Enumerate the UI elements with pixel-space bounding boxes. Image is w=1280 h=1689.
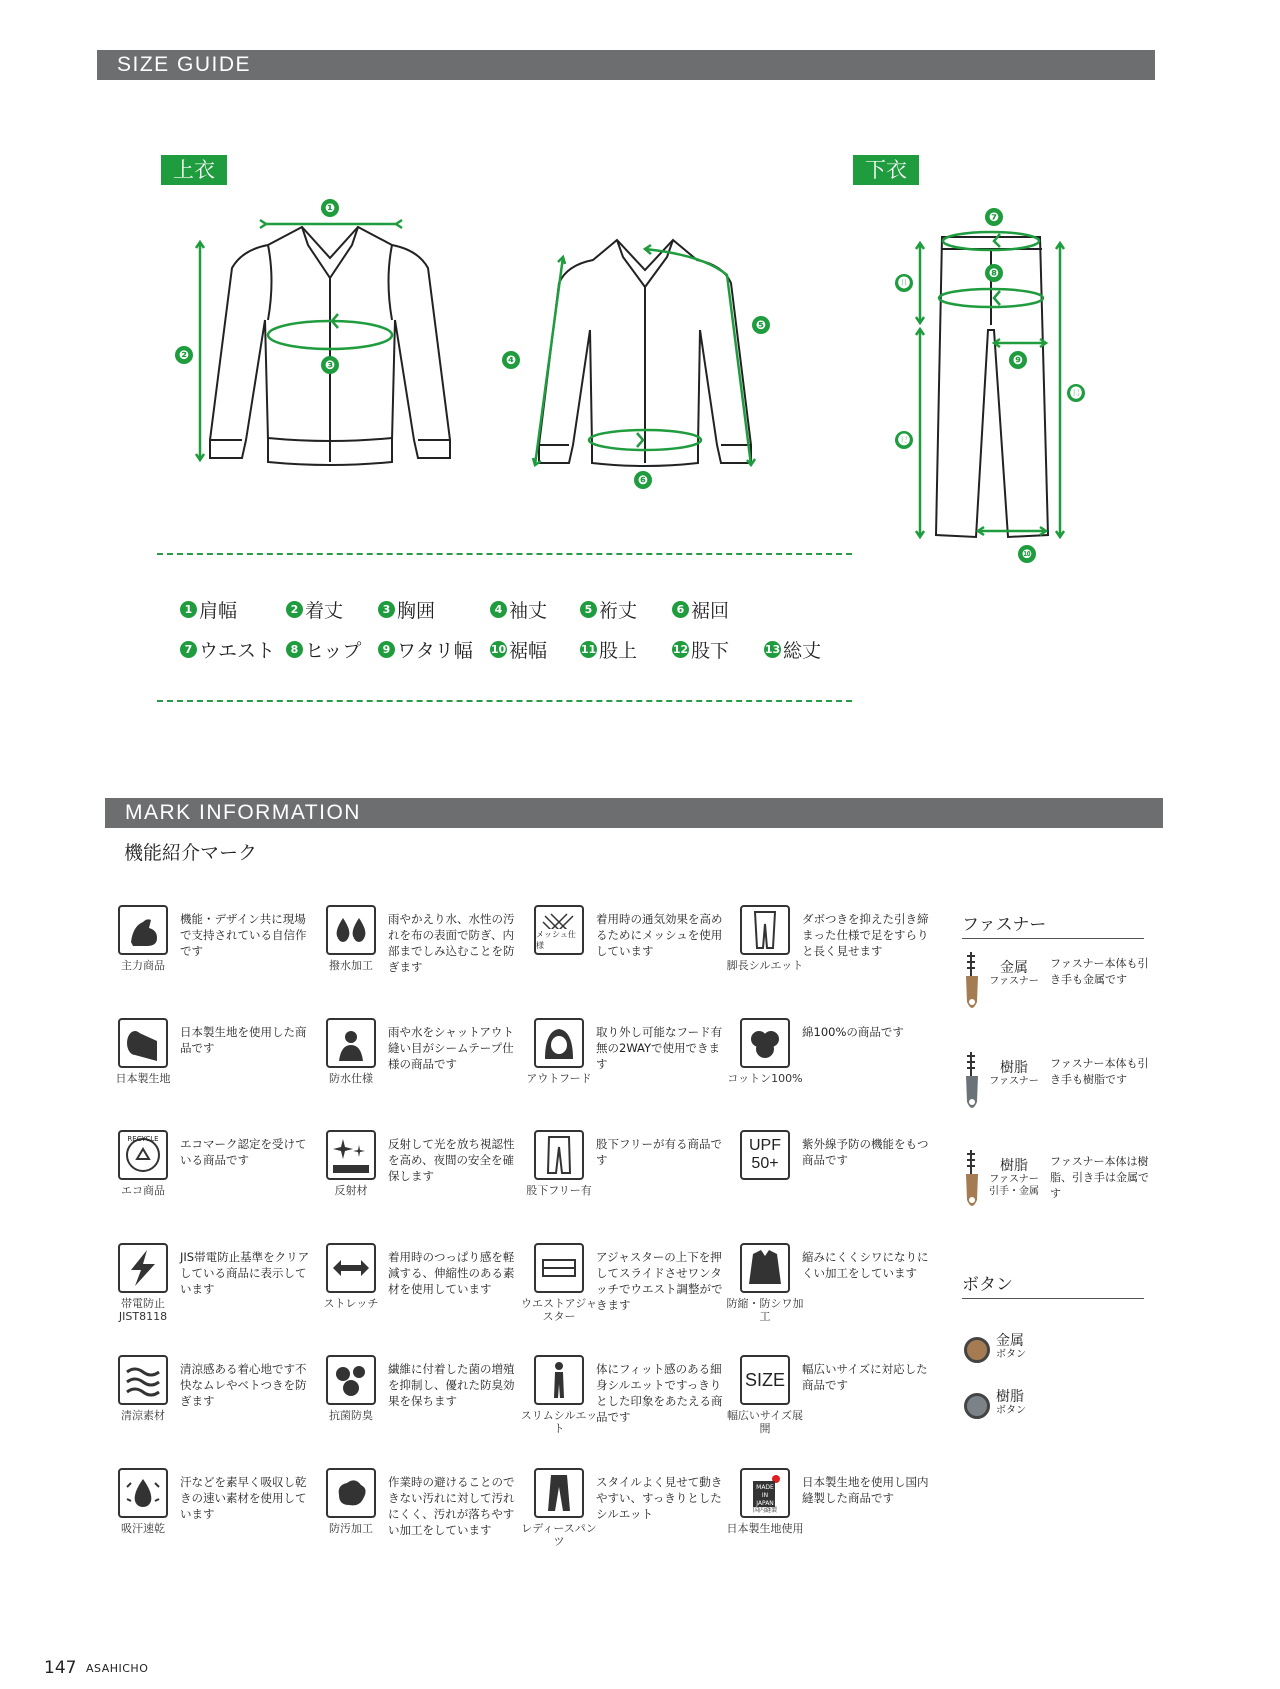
slim-person-icon [534,1355,584,1405]
mark-description: ダボつきを抑えた引き締まった仕様で足をすらりと長く見せます [802,912,929,958]
water-drops-icon [326,905,376,955]
mark-icon-text: UPF 50+ [749,1137,781,1172]
figure-number: ⓫ [897,276,911,290]
fastener-heading: ファスナー [962,910,1144,939]
legend-number: 2 [286,601,303,618]
mark-description: 清涼感ある着心地です不快なムレやベトつきを防ぎます [180,1362,307,1408]
button-heading: ボタン [962,1270,1144,1299]
mark-caption: スリムシルエット [520,1409,598,1435]
mark-caption: 反射材 [334,1184,368,1197]
mark-caption: エコ商品 [121,1184,165,1197]
upf-icon [740,1130,790,1180]
mark-item [726,1243,932,1343]
cool-icon [118,1355,168,1405]
mark-description: 綿100%の商品です [802,1025,904,1039]
mark-description: 着用時の通気効果を高めるためにメッシュを使用しています [596,912,723,958]
mark-item [727,1018,932,1118]
fastener-type: 金属 [1000,960,1028,976]
legend-label: 総丈 [783,640,822,662]
mark-caption: 防縮・防シワ加工 [726,1297,804,1323]
figure-number: ❸ [324,358,336,372]
figure-number: ❽ [988,266,1000,280]
legend-number: 5 [580,601,597,618]
legend-number: 9 [378,641,395,658]
mark-item [318,1355,518,1455]
mark-description: 機能・デザイン共に現場で支持されている自信作です [180,912,307,958]
button-item-metal [962,1333,1062,1367]
mark-description: 繊維に付着した菌の増殖を抑制し、優れた防臭効果を保ちます [388,1362,515,1408]
divider [157,553,852,555]
mark-item [318,1243,518,1343]
legend-number: 4 [490,601,507,618]
button-type-sub: ボタン [996,1349,1026,1360]
fastener-item-metal [962,950,1152,1020]
fastener-item-resin-metal-pull [962,1148,1152,1218]
mark-description: 紫外線予防の機能をもつ商品です [802,1137,929,1167]
fastener-type-sub: ファスナー [989,1174,1039,1185]
figure-number: ❼ [988,210,1000,224]
zipper-icon [964,950,982,1016]
legend-label: ワタリ幅 [397,640,473,662]
mark-item [110,905,310,1005]
legend-number: 6 [672,601,689,618]
mark-item [520,1355,726,1455]
legend-label: 股上 [599,640,638,662]
mark-description: 日本製生地を使用した商品です [180,1025,307,1055]
mark-item [318,1468,518,1568]
fastener-desc: ファスナー本体は樹脂、引き手は金属です [1050,1155,1149,1200]
button-circle-icon [964,1393,990,1419]
figure-number: ❾ [1012,353,1024,367]
legend-item [286,636,378,663]
fastener-type-sub2: 引手・金属 [989,1186,1039,1197]
legend-number: 1 [180,601,197,618]
fastener-item-resin [962,1050,1152,1120]
mark-item [526,1018,726,1118]
mark-caption: アウトフード [526,1072,592,1085]
mark-description: 幅広いサイズに対応した商品です [802,1362,928,1392]
mark-item [726,905,932,1005]
fastener-type-sub: ファスナー [989,1076,1039,1087]
mark-description: JIS帯電防止基準をクリアしている商品に表示しています [180,1250,310,1296]
legend-row-2 [180,636,856,663]
mark-description: 汗などを素早く吸収し乾きの速い素材を使用しています [180,1475,307,1521]
mark-item [318,905,518,1005]
mark-icon-text: メッシュ仕様 [536,929,582,951]
legend-number: 11 [580,643,597,656]
jacket-front-diagram [180,190,480,480]
mark-description: 縮みにくくシワになりにくい加工をしています [802,1250,929,1280]
mark-caption: 幅広いサイズ展開 [726,1409,804,1435]
shirt-icon [740,1243,790,1293]
legend-label: ウエスト [199,640,276,662]
fastener-type: 樹脂 [1000,1060,1028,1076]
mark-description: 反射して光を放ち視認性を高め、夜間の安全を確保します [388,1137,515,1183]
legend-item [672,636,764,663]
mark-caption: 防水仕様 [329,1072,373,1085]
legend-number: 10 [490,643,507,656]
mark-description: 雨や水をシャットアウト縫い目がシームテープ仕様の商品です [388,1025,514,1071]
legend-number: 8 [286,641,303,658]
mark-description: 取り外し可能なフード有無の2WAYで使用できます [596,1025,723,1071]
cotton-icon [740,1018,790,1068]
antistatic-icon [118,1243,168,1293]
made-in-japan-icon [740,1468,790,1518]
mesh-icon [534,905,584,955]
mark-icon-text: SIZE [744,1370,785,1390]
mark-item [526,1130,726,1230]
mark-item [726,1355,932,1455]
mark-caption: コットン100% [727,1072,803,1085]
mark-description: 股下フリーが有る商品です [596,1137,723,1167]
fastener-desc: ファスナー本体も引き手も樹脂です [1050,1057,1149,1086]
mark-caption: 脚長シルエット [726,959,804,972]
legend-item [286,596,378,623]
mark-caption: 撥水加工 [329,959,373,972]
hood-icon [534,1018,584,1068]
mark-info-subtitle: 機能紹介マーク [124,842,258,864]
bottom-garment-label: 下衣 [853,155,919,185]
figure-number: ⓬ [897,433,911,447]
size-icon [740,1355,790,1405]
mark-caption: 吸汗速乾 [121,1522,165,1535]
mark-item [732,1130,932,1230]
mark-description: 日本製生地を使用し国内縫製した商品です [802,1475,929,1505]
legend-label: 股下 [691,640,730,662]
legend-number: 13 [764,643,781,656]
mark-item [110,1018,310,1118]
mark-caption: レディースパンツ [521,1522,597,1548]
zipper-icon [964,1050,982,1116]
mark-description: 作業時の避けることのできない汚れに対して汚れにくく、汚れが落ちやすい加工をしています [388,1475,515,1537]
stretch-icon [326,1243,376,1293]
mark-description: 着用時のつっぱり感を軽減する、伸縮性のある素材を使用しています [388,1250,515,1296]
mark-icon-subtext: 国内縫製 [752,1507,777,1514]
fastener-desc: ファスナー本体も引き手も金属です [1050,957,1149,986]
size-guide-header: SIZE GUIDE [97,50,1155,80]
legend-item [378,596,490,623]
legend-item [490,636,580,663]
waist-adjuster-icon [534,1243,584,1293]
mark-caption: 日本製生地使用 [726,1522,804,1535]
legend-label: 肩幅 [199,600,238,622]
button-item-resin [962,1389,1062,1423]
mark-item [521,1468,726,1568]
brand-name: ASAHICHO [86,1662,149,1675]
page-number: 147 [44,1658,77,1678]
mark-icon-text: RECYCLE [127,1135,159,1143]
mark-caption: 防汚加工 [329,1522,373,1535]
figure-number: ❿ [1021,547,1033,561]
muscle-icon [118,905,168,955]
mark-caption: 日本製生地 [115,1072,171,1085]
mark-description: 雨やかえり水、水性の汚れを布の表面で防ぎ、内部までしみ込むことを防ぎます [388,912,515,974]
legend-label: 裾回 [691,600,730,622]
legend-label: 着丈 [305,600,344,622]
legend-label: 袖丈 [509,600,548,622]
legend-item [764,636,856,663]
figure-number: ❻ [637,473,649,487]
free-crotch-icon [534,1130,584,1180]
mark-item [318,1130,518,1230]
pants-diagram [890,205,1090,570]
mark-description: アジャスターの上下を押してスライドさせワンタッチでウエスト調整ができます [596,1250,723,1312]
figure-number: ❹ [505,353,517,367]
legend-number: 7 [180,641,197,658]
legend-item [490,596,580,623]
mark-info-header: MARK INFORMATION [105,798,1163,828]
legend-item [378,636,490,663]
antibacterial-icon [326,1355,376,1405]
mark-caption: 股下フリー有 [526,1184,592,1197]
top-garment-label: 上衣 [161,155,227,185]
jacket-back-diagram [495,235,795,495]
mark-caption: 主力商品 [121,959,165,972]
figure-number: ❺ [755,318,767,332]
stain-icon [326,1468,376,1518]
figure-number: ⓭ [1069,386,1083,400]
legend-item [580,636,672,663]
legend-label: ヒップ [305,640,362,662]
mark-item [520,1243,726,1343]
legend-label: 裄丈 [599,600,638,622]
mark-item [318,1018,518,1118]
legend-item [180,596,286,623]
mark-caption: 清涼素材 [121,1409,165,1422]
long-leg-icon [740,905,790,955]
reflect-icon [326,1130,376,1180]
legend-item [672,596,764,623]
mark-caption: 抗菌防臭 [329,1409,373,1422]
figure-number: ❷ [178,348,190,362]
ladies-pants-icon [534,1468,584,1518]
legend-item [180,636,286,663]
mark-caption: 帯電防止 JIST8118 [118,1297,168,1323]
mark-item [110,1355,310,1455]
legend-row-1 [180,596,764,623]
divider [157,700,852,702]
zipper-icon [964,1148,982,1214]
legend-item [580,596,672,623]
mark-item [110,1130,310,1230]
legend-number: 3 [378,601,395,618]
mark-description: 体にフィット感のある細身シルエットですっきりとした印象をあたえる商品です [596,1362,723,1424]
button-type: 樹脂 [996,1389,1024,1405]
button-type-sub: ボタン [996,1405,1026,1416]
mark-caption: ストレッチ [323,1297,379,1310]
legend-label: 裾幅 [509,640,548,662]
mark-description: スタイルよく見せて動きやすい、すっきりとしたシルエット [596,1475,723,1521]
legend-number: 12 [672,643,689,656]
sweat-icon [118,1468,168,1518]
mark-item [726,1468,932,1568]
mark-item [110,1243,310,1343]
fabric-roll-icon [118,1018,168,1068]
button-circle-icon [964,1337,990,1363]
mark-item [526,905,726,1005]
figure-number: ❶ [324,201,336,215]
mark-item [110,1468,310,1568]
rain-person-icon [326,1018,376,1068]
button-type: 金属 [996,1333,1024,1349]
mark-description: エコマーク認定を受けている商品です [180,1137,307,1167]
fastener-type: 樹脂 [1000,1158,1028,1174]
mark-caption: ウエストアジャスター [520,1297,597,1323]
recycle-icon [118,1130,168,1180]
legend-label: 胸囲 [397,600,436,622]
fastener-type-sub: ファスナー [989,976,1039,987]
mark-icon-text: MADE IN JAPAN [756,1484,774,1507]
